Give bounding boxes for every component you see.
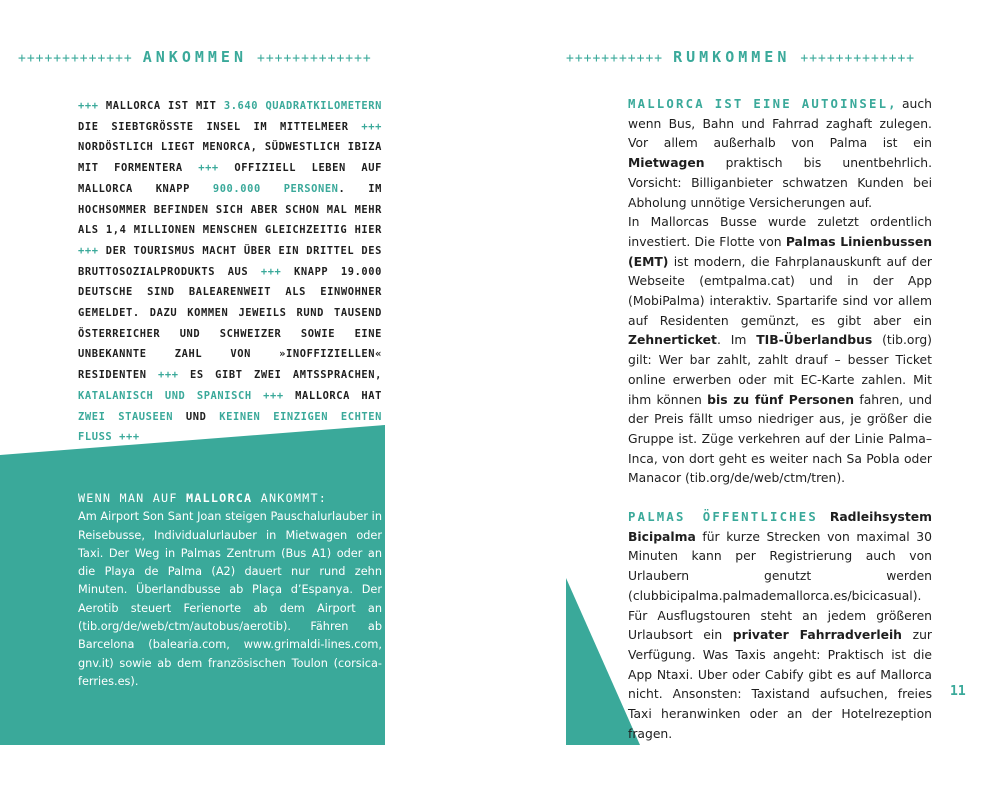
fact-text: OFFIZIELL LEBEN AUF MALLORCA KNAPP	[78, 162, 382, 195]
fact-text: NORDÖSTLICH LIEGT MENORCA, SÜDWESTLICH IBIZA MIT FORMENTERA	[78, 141, 382, 175]
highlight-text: KEINEN EINZIGEN ECHTEN FLUSS +++	[78, 410, 382, 444]
highlight-text: 900.000 PERSONEN	[212, 182, 339, 195]
arrival-box	[78, 489, 382, 691]
highlight-text: 3.640 QUADRATKILOMETERN	[223, 100, 382, 112]
page-number: 11	[950, 684, 966, 699]
highlight-text: +++	[251, 389, 296, 402]
facts-paragraph	[78, 96, 382, 448]
fact-text: MALLORCA HAT	[295, 389, 382, 402]
fact-text: ES GIBT ZWEI AMTSSPRACHEN,	[178, 369, 382, 382]
bus-paragraph: In Mallorcas Busse wurde zuletzt ordentlich investiert. Die Flotte von Palmas Linienbussen (EMT) ist modern, die Fahrplanauskunft auf der Webseite (emtpalma.cat) und in der App (MobiPalma) interaktiv. Spartarife sind vor allem auf Residenten gemünzt, es gibt aber ein Zehnerticket. Im TIB-Überlandbus (tib.org) gilt: Wer bar zahlt, zahlt drauf – besser Ticket online erwerben oder mit EC-Karte zahlen. Mit ihm können bis zu fünf Personen fahren, und der Preis fällt umso niedriger aus, je größer die Gruppe ist. Züge verkehren auf der Linie Palma–Inca, von dort geht es weiter nach Sa Pobla oder Manacor (tib.org/de/web/ctm/tren).	[628, 215, 932, 486]
highlight-text: KATALANISCH UND SPANISCH	[78, 389, 252, 402]
fact-text: UND	[173, 410, 220, 423]
highlight-text: ZWEI STAUSEEN	[78, 410, 174, 423]
highlight-text: +++	[260, 265, 282, 278]
fact-text: DER TOURISMUS MACHT ÜBER EIN DRITTEL DES BRUTTOSOZIALPRODUKTS AUS	[78, 244, 382, 278]
section-heading-ankommen	[18, 48, 372, 66]
highlight-text: +++	[198, 162, 219, 175]
heading-title: ANKOMMEN	[142, 48, 247, 66]
fact-text: DIE SIEBTGRÖSSTE INSEL IM MITTELMEER	[78, 120, 362, 133]
car-paragraph: MALLORCA IST EINE AUTOINSEL, auch wenn Bus, Bahn und Fahrrad zaghaft zulegen. Vor allem außerhalb von Palma ist ein Mietwagen praktisch bis unentbehrlich. Vorsicht: Billiganbieter schwatzen Kunden bei Abholung unnötige Versicherungen auf.	[628, 97, 932, 210]
section-heading-rumkommen	[566, 48, 915, 66]
highlight-text: +++	[78, 100, 106, 112]
heading-deco: +++++++++++++	[257, 51, 372, 66]
bike-paragraph: PALMAS ÖFFENTLICHES Radleihsystem Bicipalma für kurze Strecken von maximal 30 Minuten kann per Registrierung auch von Urlaubern genutzt werden (clubbicipalma.palmademallorca.es/bicicasual). Für Ausflugstouren steht an jedem größeren Urlaubsort ein privater Fahrradverleih zur Verfügung. Was Taxis angeht: Praktisch ist die App Ntaxi. Uber oder Cabify gibt es auf Mallorca nicht. Ansonsten: Taxistand aufsuchen, freies Taxi heranwinken oder an der Hotelrezeption fragen.	[628, 510, 932, 741]
fact-text: MALLORCA IST MIT	[105, 100, 224, 112]
highlight-text: +++	[78, 244, 99, 257]
highlight-text: +++	[158, 369, 179, 382]
highlight-text: +++	[361, 120, 382, 133]
getting-around-column	[628, 95, 932, 745]
fact-text: KNAPP 19.000 DEUTSCHE SIND BALEARENWEIT ALS EINWOHNER GEMELDET. DAZU KOMMEN JEWEILS RUND TAUSEND ÖSTERREICHER UND SCHWEIZER SOWIE EINE UNBEKANNTE ZAHL VON »INOFFIZIELLEN« RESIDENTEN	[78, 265, 382, 382]
heading-deco: +++++++++++++	[18, 51, 133, 66]
heading-title: RUMKOMMEN	[673, 48, 791, 66]
heading-deco: +++++++++++++	[800, 51, 916, 66]
fact-text: . IM HOCHSOMMER BEFINDEN SICH ABER SCHON MAL MEHR ALS 1,4 MILLIONEN MENSCHEN GLEICHZEITIG HIER	[78, 182, 382, 237]
heading-deco: +++++++++++	[566, 51, 664, 66]
arrival-lead: WENN MAN AUF MALLORCA ANKOMMT:	[78, 491, 328, 505]
arrival-text: Am Airport Son Sant Joan steigen Pauschalurlauber in Reisebusse, Individualurlauber in Mietwagen oder Taxi. Der Weg in Palmas Zentrum (Bus A1) oder an die Playa de Palma (A2) dauert nur rund zehn Minuten. Überlandbusse ab Plaça d’Espanya. Der Aerotib steuert Ferienorte ab dem Airport an (tib.org/de/web/ctm/autobus/aerotib). Fähren ab Barcelona (balearia.com, www.grimaldi-lines.com, gnv.it) sowie ab dem französischen Toulon (corsica-ferries.es).	[78, 510, 382, 688]
